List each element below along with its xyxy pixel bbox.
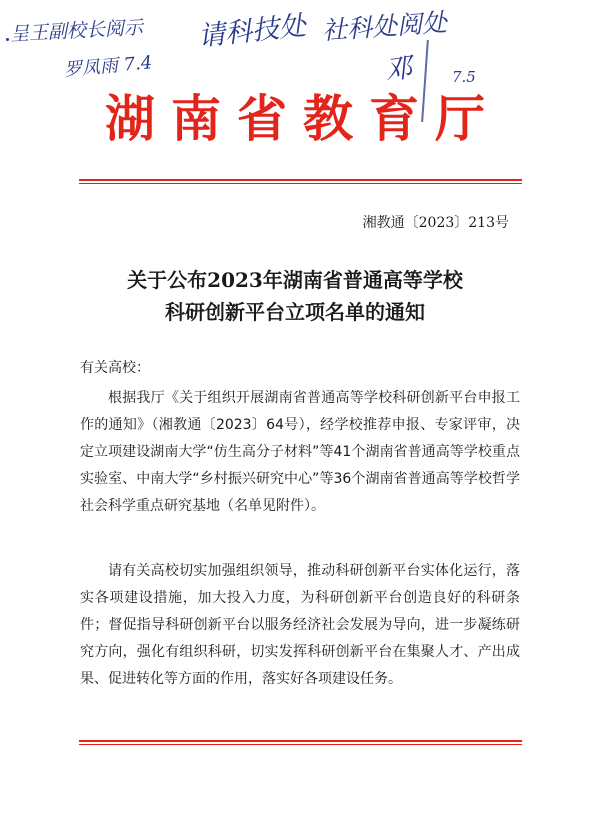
handwritten-signature: 邓 bbox=[382, 52, 415, 87]
letterhead-divider bbox=[79, 179, 522, 181]
document-title-line-1: 关于公布2023年湖南省普通高等学校 bbox=[127, 268, 463, 292]
footer-divider bbox=[79, 740, 522, 742]
body-paragraph-2: 请有关高校切实加强组织领导，推动科研创新平台实体化运行，落实各项建设措施，加大投入力度，为科研创新平台创造良好的科研条件；督促指导科研创新平台以服务经济社会发展为导向，进一步凝练研究方向，强化有组织科研，切实发挥科研创新平台在集聚人才、产出成果、促进转化等方面的作用，落实好各项建设任务。 bbox=[80, 563, 520, 687]
letterhead-divider-thin bbox=[79, 183, 522, 184]
document-number: 湘教通〔2023〕213号 bbox=[362, 215, 509, 231]
handwritten-signature-date: 7.5 bbox=[452, 68, 476, 86]
salutation: 有关高校： bbox=[80, 360, 150, 376]
ink-mark bbox=[6, 38, 9, 41]
letterhead-org-name: 湖南省教育厅 bbox=[105, 89, 501, 148]
footer-divider-thin bbox=[79, 744, 522, 745]
handwritten-note-left-1: 呈王副校长阅示 bbox=[9, 16, 144, 46]
body-paragraph-1: 根据我厅《关于组织开展湖南省普通高等学校科研创新平台申报工作的通知》（湘教通〔2023〕64号），经学校推荐申报、专家评审，决定立项建设湖南大学“仿生高分子材料”等41个湖南省普通高等学校重点实验室、中南大学“乡村振兴研究中心”等36个湖南省普通高等学校哲学社会科学重点研究基地（名单见附件）。 bbox=[80, 390, 520, 514]
handwritten-note-middle: 请科技处 bbox=[196, 10, 308, 53]
document-title-line-2: 科研创新平台立项名单的通知 bbox=[165, 300, 425, 324]
handwritten-note-right: 社科处阅处 bbox=[321, 7, 448, 46]
handwritten-note-left-2: 罗凤雨 7.4 bbox=[63, 52, 154, 81]
